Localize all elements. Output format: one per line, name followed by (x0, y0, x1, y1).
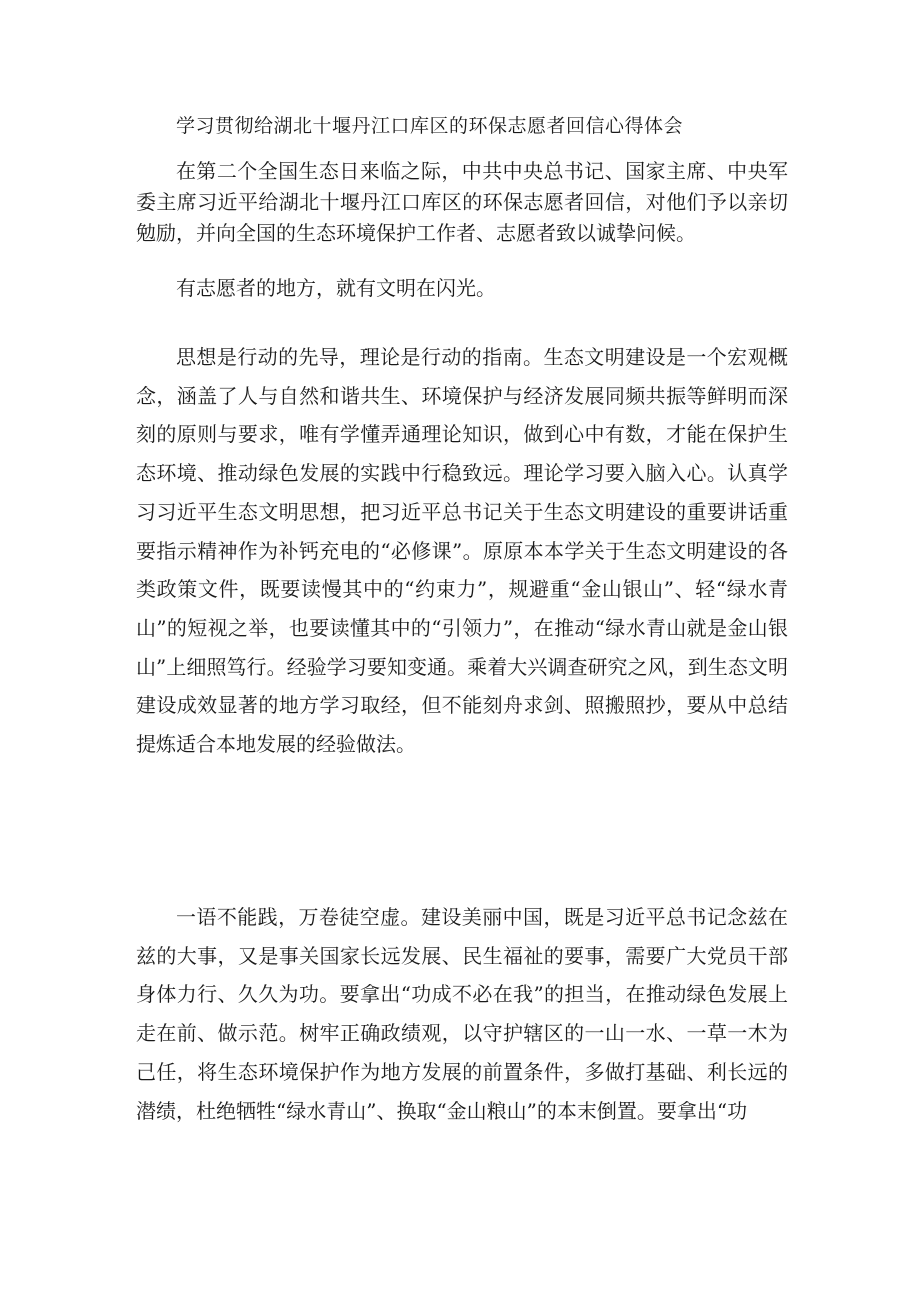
paragraph-short: 有志愿者的地方，就有文明在闪光。 (176, 276, 496, 300)
paragraph-intro: 在第二个全国生态日来临之际，中共中央总书记、国家主席、中央军委主席习近平给湖北十堰丹江口库区的环保志愿者回信，对他们予以亲切勉励，并向全国的生态环境保护工作者、志愿者致以诚挚问候。 (136, 159, 788, 245)
paragraph-practice: 一语不能践，万卷徒空虚。建设美丽中国，既是习近平总书记念兹在兹的大事，又是事关国家长远发展、民生福祉的要事，需要广大党员干部身体力行、久久为功。要拿出“功成不必在我”的担当，在推动绿色发展上走在前、做示范。树牢正确政绩观，以守护辖区的一山一水、一草一木为己任，将生态环境保护作为地方发展的前置条件，多做打基础、利长远的潜绩，杜绝牺牲“绿水青山”、换取“金山粮山”的本末倒置。要拿出“功 (136, 905, 788, 1123)
paragraph-theory: 思想是行动的先导，理论是行动的指南。生态文明建设是一个宏观概念，涵盖了人与自然和谐共生、环境保护与经济发展同频共振等鲜明而深刻的原则与要求，唯有学懂弄通理论知识，做到心中有数，才能在保护生态环境、推动绿色发展的实践中行稳致远。理论学习要入脑入心。认真学习习近平生态文明思想，把习近平总书记关于生态文明建设的重要讲话重要指示精神作为补钙充电的“必修课”。原原本本学关于生态文明建设的各类政策文件，既要读慢其中的“约束力”，规避重“金山银山”、轻“绿水青山”的短视之举，也要读懂其中的“引领力”，在推动“绿水青山就是金山银山”上细照笃行。经验学习要知变通。乘着大兴调查研究之风，到生态文明建设成效显著的地方学习取经，但不能刻舟求剑、照搬照抄，要从中总结提炼适合本地发展的经验做法。 (136, 345, 788, 757)
document-title: 学习贯彻给湖北十堰丹江口库区的环保志愿者回信心得体会 (176, 115, 684, 137)
